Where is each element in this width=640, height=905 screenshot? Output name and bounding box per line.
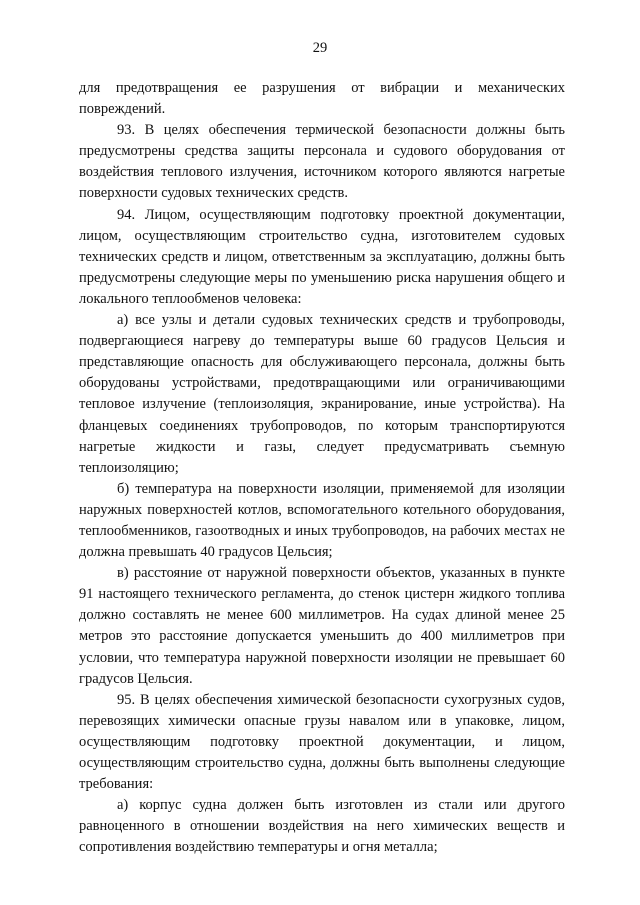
document-body (79, 78, 565, 858)
paragraph-94-a: а) все узлы и детали судовых технических средств и трубопроводы, подвергающиеся нагреву до температуры выше 60 градусов Цельсия и представляющие опасность для обслуживающего персонала, должны быть оборудованы устройствами, предотвращающими или ограничивающими тепловое излучение (теплоизоляция, экранирование, иные устройства). На фланцевых соединениях трубопроводов, по которым транспортируются нагретые жидкости и газы, следует предусматривать съемную теплоизоляцию; (79, 312, 565, 476)
paragraph-95: 95. В целях обеспечения химической безопасности сухогрузных судов, перевозящих химически опасные грузы навалом или в упаковке, лицом, осуществляющим подготовку проектной документации, и лицом, осуществляющим строительство судна, должны быть выполнены следующие требования: (79, 691, 565, 793)
page-number: 29 (312, 40, 328, 56)
paragraph-continuation: для предотвращения ее разрушения от вибрации и механических повреждений. (79, 80, 565, 118)
paragraph-94-v: в) расстояние от наружной поверхности объектов, указанных в пункте 91 настоящего технического регламента, до стенок цистерн жидкого топлива должно составлять не менее 600 миллиметров. На судах длиной менее 25 метров это расстояние допускается уменьшить до 400 миллиметров при условии, что температура наружной поверхности изоляции не превышает 60 градусов Цельсия. (79, 565, 565, 687)
paragraph-94: 94. Лицом, осуществляющим подготовку проектной документации, лицом, осуществляющим строительство судна, изготовителем судовых технических средств и лицом, ответственным за эксплуатацию, должны быть предусмотрены следующие меры по уменьшению риска нарушения общего и локального теплообменов человека: (79, 206, 565, 307)
paragraph-95-a: а) корпус судна должен быть изготовлен из стали или другого равноценного в отношении воздействия на него химических веществ и сопротивления воздействию температуры и огня металла; (79, 797, 565, 856)
paragraph-93: 93. В целях обеспечения термической безопасности должны быть предусмотрены средства защиты персонала и судового оборудования от воздействия теплового излучения, источником которого являются нагретые поверхности судовых технических средств. (79, 122, 565, 202)
paragraph-94-b: б) температура на поверхности изоляции, применяемой для изоляции наружных поверхностей котлов, вспомогательного котельного оборудования, теплообменников, газоотводных и иных трубопроводов, на рабочих местах не должна превышать 40 градусов Цельсия; (79, 480, 565, 561)
